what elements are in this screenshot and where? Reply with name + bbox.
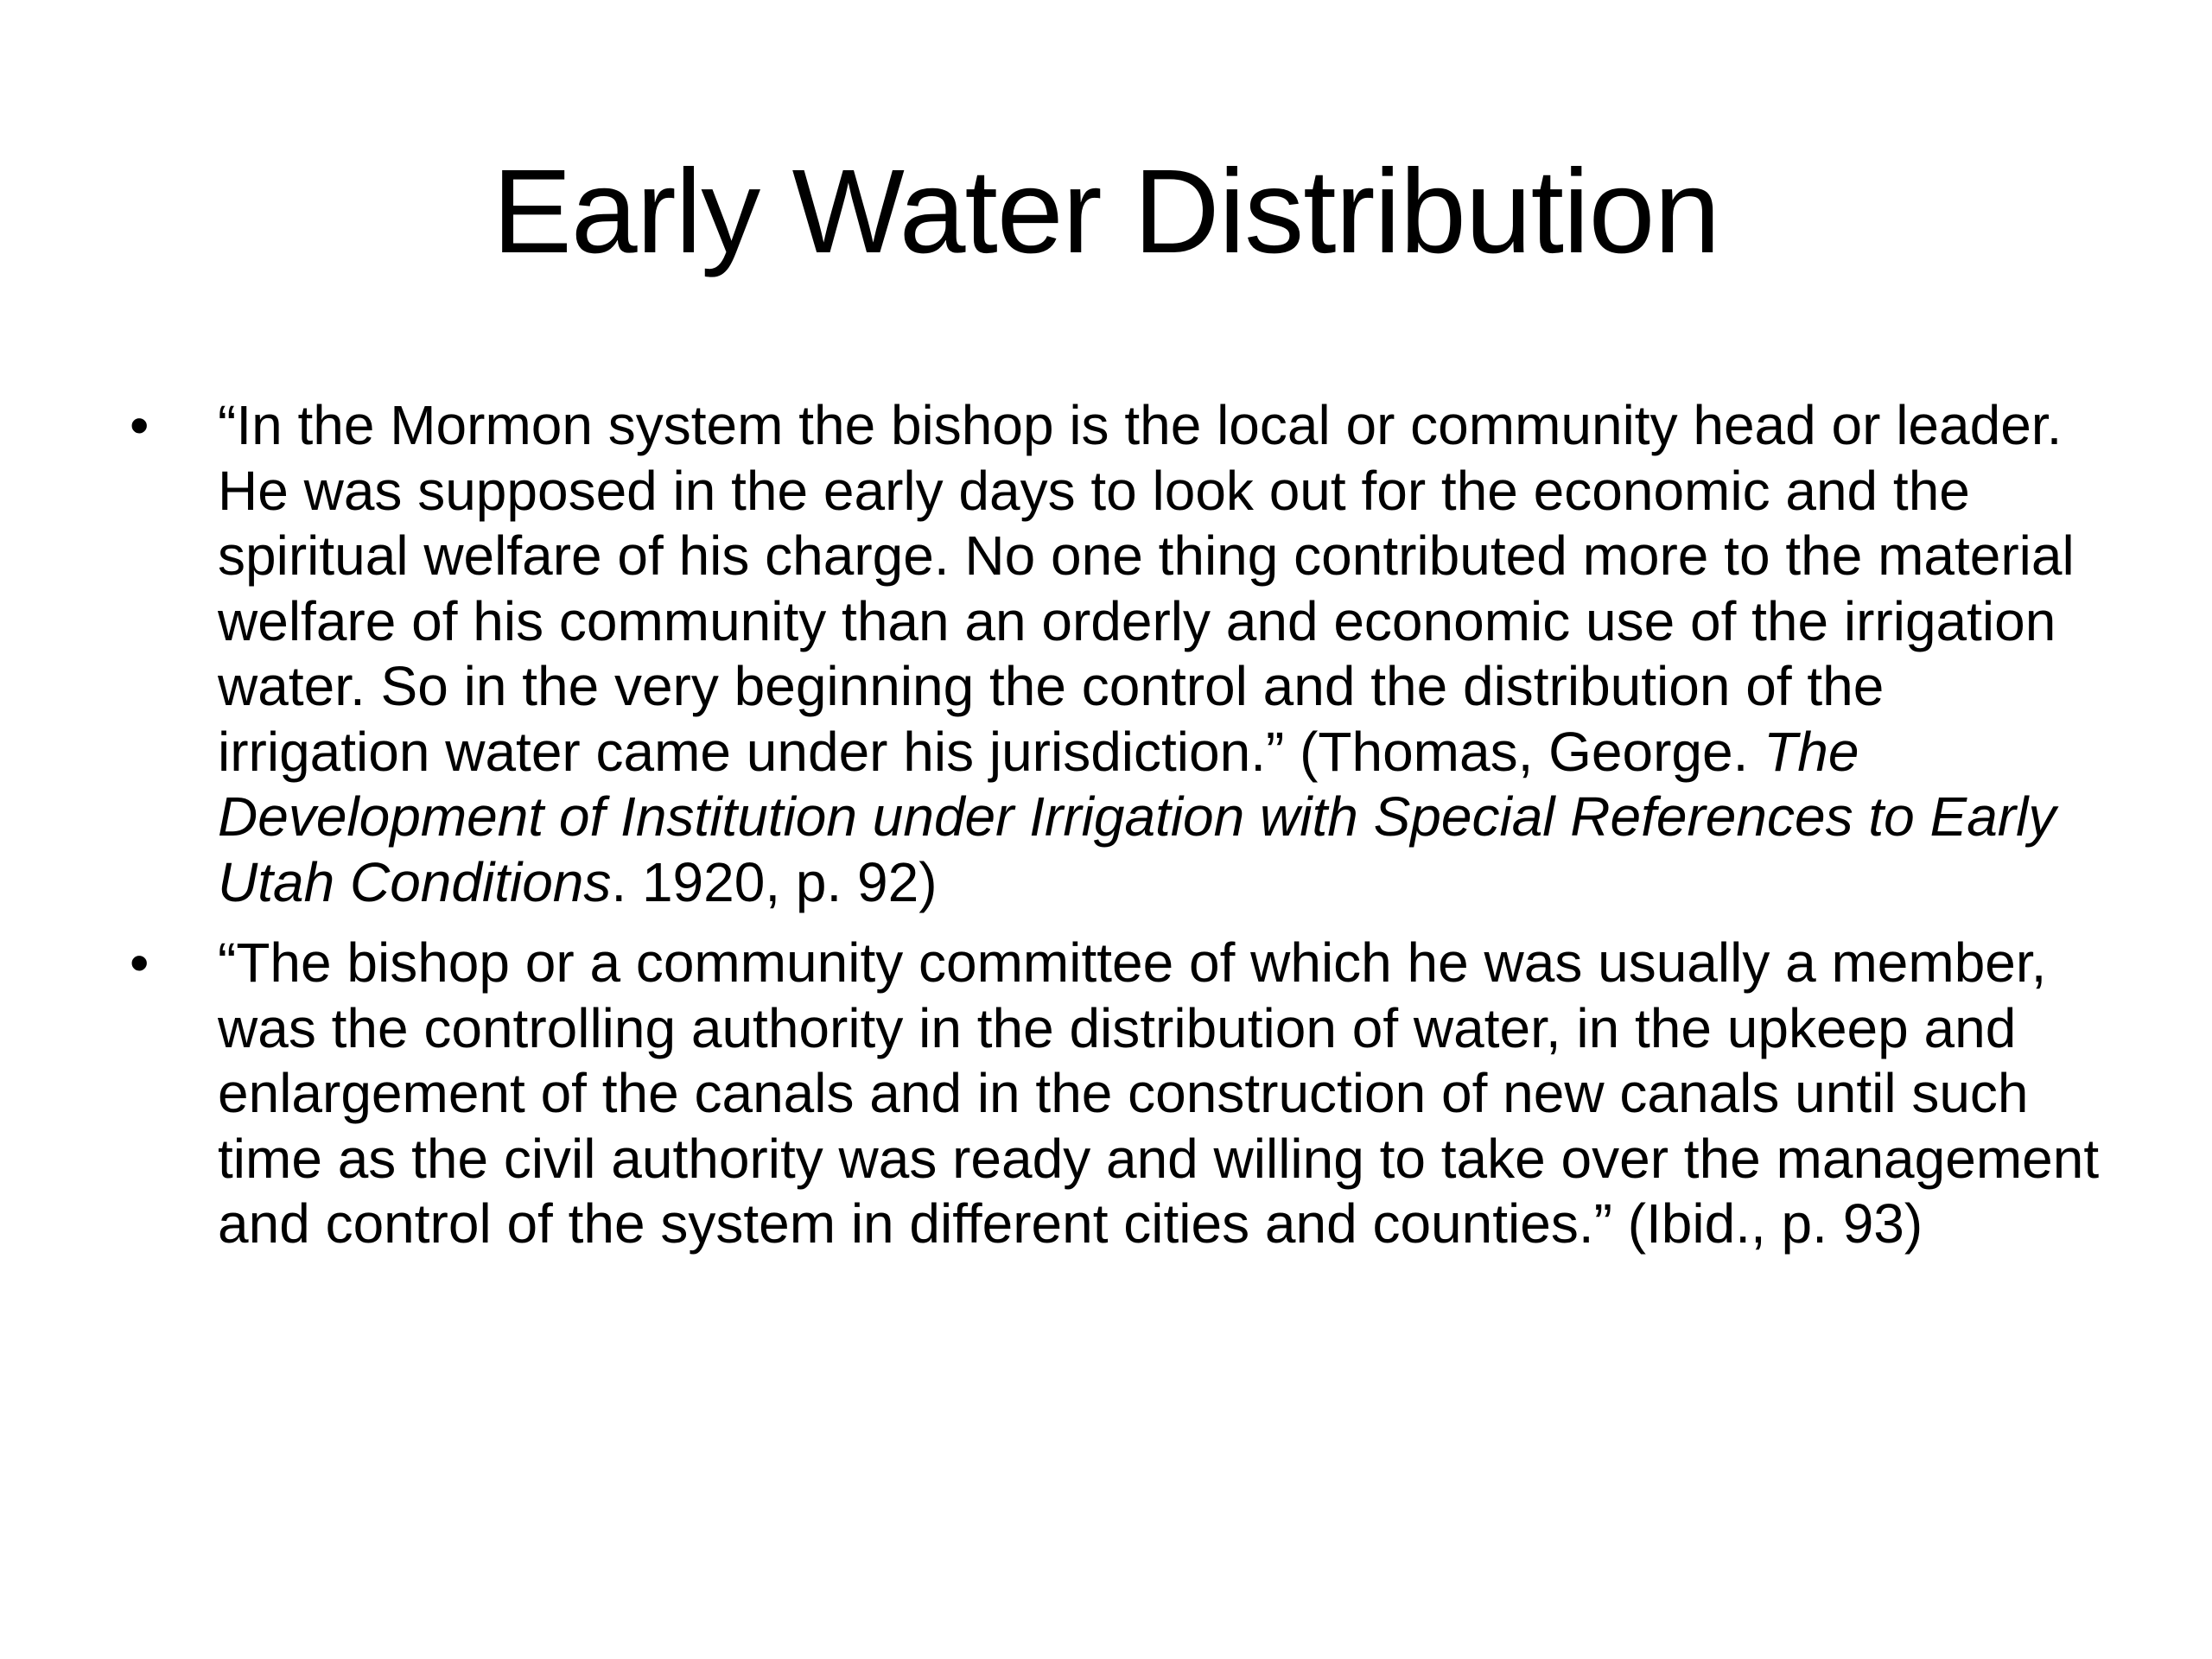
bullet-text-1 [218,394,2075,913]
quote-text-1: “In the Mormon system the bishop is the local or community head or leader. He was supposed in the early days to look out for the economic and the spiritual welfare of his charge. No one thing contributed more to the material welfare of his community than an orderly and economic use of the irrigation water. So in the very beginning the control and the distribution of the irrigation water came under his jurisdiction.” (Thomas, George. [218,394,2075,783]
slide-title: Early Water Distribution [492,145,1720,278]
bullet-item-1 [130,393,2108,915]
bullet-item-2 [130,931,2108,1257]
citation-rest: . 1920, p. 92) [611,850,938,913]
bullet-text-2 [218,931,2099,1255]
bullet-marker: • [130,394,149,456]
quote-text-2: “The bishop or a community committee of which he was usually a member, was the controlling authority in the distribution of water, in the upkeep and enlargement of the canals and in the construction of new canals until such time as the civil authority was ready and willing to take over the management and control of the system in different cities and counties.” (Ibid., p. 93) [218,931,2100,1255]
citation-title: The Development of Institution under Irrigation with Special References to Early Utah Conditions [218,720,2056,913]
bullet-list [130,393,2108,1273]
bullet-marker: • [130,931,149,994]
